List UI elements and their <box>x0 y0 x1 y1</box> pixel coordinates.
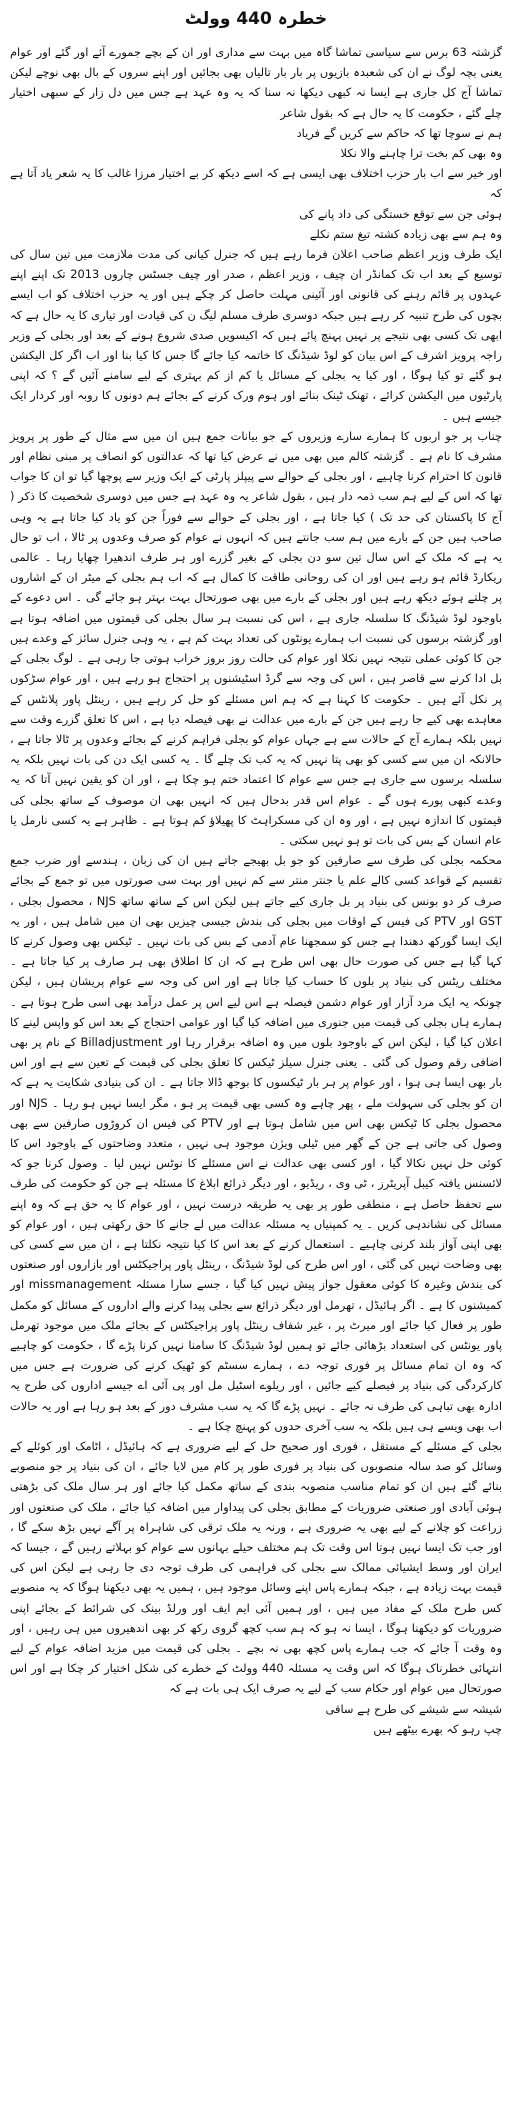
paragraph-5: محکمہ بجلی کی طرف سے صارفین کو جو بل بھیجے جاتے ہیں ان کی زبان ، ہندسے اور ضرب جمع تقسیم کے قواعد کسی کالے علم یا جنتر منتر سے کم نہیں اور بہت سی صورتوں میں تو جمع کے بجائے صرف کر دو بونس کی بنیاد پر بل جاری کیے جاتے ہیں لیکن اس کے ساتھ ساتھ NJS ، محصول بجلی ، GST اور PTV کی فیس کے اوقات میں بجلی کی بندش جیسی چیزیں بھی ان میں شامل ہیں ، اور یہ ایک ایسا گورکھ دھندا ہے جس کو سمجھنا عام آدمی کے بس کی بات نہیں ۔ ٹیکس بھی وصول کرنے کا کہا گیا ہے جس کی صورت حال بھی اس طرح ہے کہ ان کا اطلاق بھی ہر صارف پر کیا جاتا ہے ۔ مختلف ریٹس کی بنیاد پر بلوں کا حساب کیا جاتا ہے اور اس کی وجہ سے عوام پریشان ہیں ، لیکن چونکہ یہ ایک مرد آزار اور عوام دشمن فیصلہ ہے اس لیے اس پر عمل درآمد بھی اسی طرح ہوتا ہے ۔ ہمارے ہاں بجلی کی قیمت میں جنوری میں اضافہ کیا گیا اور عوامی احتجاج کے بعد اس کو واپس لینے کا اعلان کیا گیا ، لیکن اس کے باوجود بلوں میں وہ اضافہ برقرار رہا اور Billadjustment کے نام پر بھی اضافی رقم وصول کی گئی ۔ یعنی جنرل سیلز ٹیکس کا تعلق بجلی کی قیمت کے تعین سے ہے اور اس بار بھی ایسا ہی ہوا ، اور عوام پر ہر بار ٹیکسوں کا بوجھ ڈالا جاتا ہے ۔ ان کی بنیادی شکایت یہ ہے کہ ان کو بجلی کی سہولت ملے ، پھر چاہے وہ کسی بھی قیمت پر ہو ، مگر ایسا نہیں ہو رہا ۔ NJS اور محصول بجلی کا ٹیکس بھی اس میں شامل ہوتا ہے اور PTV کی فیس ان کروڑوں صارفین سے بھی وصول کی جاتی ہے جن کے گھر میں ٹیلی ویژن موجود ہی نہیں ، متعدد وضاحتوں کے باوجود اس کا کوئی حل نہیں نکالا گیا ، اور کسی بھی عدالت نے اس مسئلے کا نوٹس نہیں لیا ۔ وصول کرنا جو کہ لائسنس یافتہ کیبل آپریٹرز ، ٹی وی ، ریڈیو ، اور دیگر ذرائع ابلاغ کا مسئلہ ہے جن کو حکومت کی طرف سے تحفظ حاصل ہے ، منطقی طور پر بھی یہ طریقہ درست نہیں ، اور عوام کا یہ حق ہے کہ وہ اپنے مسائل کی نشاندہی کریں ۔ یہ کمپنیاں یہ مسئلہ عدالت میں لے جانے کا حق رکھتی ہیں ، اور عوام کو بھی اپنی آواز بلند کرنی چاہیے ۔ استعمال کرنے کے بعد اس کا کیا نتیجہ نکلتا ہے ، ان میں سے کسی کی بھی وضاحت نہیں کی گئی ، اور اس طرح کی لوڈ شیڈنگ ، رینٹل پاور پراجیکٹس اور بازاروں اور صنعتوں کی بندش وغیرہ کا کوئی معقول جواز پیش نہیں کیا گیا ، جسے سارا مسئلہ missmanagement اور کمیشنوں کا ہے ۔ اگر ہائیڈل ، تھرمل اور دیگر ذرائع سے بجلی پیدا کرنے والے اداروں کے مسائل کو مکمل طور پر فعال کیا جائے اور میرٹ پر ، غیر شفاف رینٹل پاور پراجیکٹس کے بجائے ملک میں موجود تھرمل پاور یونٹس کی استعداد بڑھائی جائے تو ہمیں لوڈ شیڈنگ کا سامنا نہیں کرنا پڑے گا ، حکومت کو چاہیے کہ وہ ان تمام مسائل پر فوری توجہ دے ، ہمارے سسٹم کو ٹھیک کرنے کی ضرورت ہے جس میں کارکردگی کی بنیاد پر فیصلے کیے جائیں ، اور ریلوے اسٹیل مل اور پی آئی اے جیسے اداروں کی طرح یہ ادارہ بھی تباہی کی طرف نہ جائے ۔ نہیں پڑے گا کہ یہ سب مشرف دور کے بعد ہو رہا ہے اور یہ حالات اب بھی ویسے ہی ہیں بلکہ یہ سب آخری حدوں کو پہنچ چکا ہے ۔ <box>10 853 502 1433</box>
article-title: خطرہ 440 وولٹ <box>184 9 328 29</box>
paragraph-2: اور خیر سے اب بار حزب اختلاف بھی ایسی ہے کہ اسے دیکھ کر بے اختیار مرزا غالب کا یہ شعر یاد آتا ہے کہ <box>10 166 502 201</box>
verse-3-line-2: چپ رہو کہ بھرے بیٹھے ہیں <box>373 1721 502 1736</box>
verse-3-line-1: شیشہ سے شیشے کی طرح ہے ساقی <box>325 1701 502 1716</box>
verse-2-line-1: ہوئی جن سے توقع خستگی کی داد پانے کی <box>299 206 502 221</box>
verse-1-line-1: ہم نے سوچا تھا کہ حاکم سے کریں گے فریاد <box>296 125 502 140</box>
verse-1-line-2: وہ بھی کم بخت ترا چاہنے والا نکلا <box>340 146 502 161</box>
paragraph-1: گزشتہ 63 برس سے سیاسی تماشا گاہ میں بہت سے مداری اور ان کے بچے جمورے آئے اور گئے اور عوام یعنی بچہ لوگ نے ان کی شعبدہ بازیوں پر بار بار تالیاں بھی بجائیں اور اپنے سروں کے بال بھی نوچے لیکن تماشا آج کل جاری ہے ایسا نہ کبھی دیکھا نہ سنا کہ یہ وہ عہد ہے جس میں دل زار کے سبھی اختیار چلے گئے ، حکومت کا یہ حال ہے کہ بقول شاعر <box>10 45 502 120</box>
paragraph-4: چناب پر جو اربوں کا ہمارے سارے وزیروں کے جو بیانات جمع ہیں ان میں سے مثال کے طور پر پرویز مشرف کا نام ہے ۔ گزشتہ کالم میں بھی میں نے عرض کیا تھا کہ عدالتوں کو انصاف پر مبنی نظام اور قانون کا احترام کرنا چاہیے ، اور بجلی کے حوالے سے پیپلز پارٹی کے ایک وزیر سے پوچھا گیا تو ان کا جواب تھا کہ اس کے لیے ہم سب ذمہ دار ہیں ، بقول شاعر یہ وہ عہد ہے جس میں دوسری شخصیت کا ذکر ( آج کا پاکستان کی حد تک ) کیا جاتا ہے ، اور بجلی کے حوالے سے فوراً جن کو یاد کیا جاتا ہے یہ وہی صاحب ہیں جن کے بارے میں ہم سب جانتے ہیں کہ انہوں نے عوام کو صرف وعدوں پر ٹالا ، اب تو حال یہ ہے کہ ملک کے اس سال تین سو دن بجلی کے بغیر گزرے اور ہر طرف اندھیرا چھایا رہا ۔ عالمی ریکارڈ قائم ہو رہے ہیں اور ان کی روحانی طاقت کا کمال ہے کہ اب ہم بجلی کے میٹر ان کے اشاروں پر چلتے ہوئے دیکھ رہے ہیں اور بجلی کے بارے میں بھی صورتحال بہت بہتر ہو جائے گی ۔ اس دعوے کے باوجود لوڈ شیڈنگ کا سلسلہ جاری ہے ، اس کی نسبت ہر سال بجلی کی قیمتوں میں اضافہ ہوتا ہے اور گزشتہ برسوں کی نسبت اب ہمارے یونٹوں کی تعداد بہت کم ہے ، یہ وہی جنرل سائز کے وعدے ہیں جن کا کوئی عملی نتیجہ نہیں نکلا اور عوام کی حالت روز بروز خراب ہوتی جا رہی ہے ۔ لوگ بجلی کے بل ادا کرنے سے قاصر ہیں ، اس کی وجہ سے گرڈ اسٹیشنوں پر احتجاج ہو رہے ہیں ، اور عوام سڑکوں پر نکل آئے ہیں ۔ حکومت کا کہنا ہے کہ ہم اس مسئلے کو حل کر رہے ہیں ، رینٹل پاور پلانٹس کے معاہدے بھی کیے جا رہے ہیں جن کے بارے میں عدالت نے بھی فیصلہ دیا ہے ، اس کا تعلق گزرے وقت سے نہیں بلکہ ہمارے آج کے حالات سے ہے جہاں عوام کو بجلی فراہم کرنے کے بجائے وعدوں پر ٹالا جاتا ہے ، حالانکہ ان میں سے کسی کو بھی پتا نہیں کہ یہ کب تک چلے گا ۔ یہ کسی ایک دن کی بات نہیں بلکہ یہ سلسلہ برسوں سے جاری ہے جس سے عوام کا اعتماد ختم ہو چکا ہے ، اور ان کو یقین نہیں آتا کہ یہ وعدے کبھی پورے ہوں گے ۔ عوام اس قدر بدحال ہیں کہ انہیں بھی ان موصوف کے ساتھ بجلی کی قیمتوں کا اندازہ نہیں ہے ، اور وہ ان کی مسکراہٹ کا پھیلاؤ کم ہوتا ہے ۔ ظاہر ہے یہ کسی نارمل یا عام انسان کے بس کی بات تو ہو نہیں سکتی ۔ <box>10 428 502 847</box>
paragraph-3: ایک طرف وزیر اعظم صاحب اعلان فرما رہے ہیں کہ جنرل کیانی کی مدت ملازمت میں تین سال کی توسیع کے بعد اب تک کمانڈر ان چیف ، وزیر اعظم ، صدر اور چیف جسٹس چاروں 2013 تک اپنے اپنے عہدوں پر قائم رہنے کی قانونی اور آئینی مہلت حاصل کر چکے ہیں اور یہ حزب اختلاف کو اب ایسے بچوں کی طرح تنبیہ کر رہے ہیں جبکہ دوسری طرف مسلم لیگ ن کی قیادت اور تیاری کا یہ حال ہے کہ ابھی تک کسی بھی نتیجے پر نہیں پہنچ پائے ہیں کہ اکیسویں صدی شروع ہونے کے بعد اور بجلی کے وزیر راجہ پرویز اشرف کے اس بیان کو لوڈ شیڈنگ کا خاتمہ کیا جائے گا جس کا کیا بنا اور اب اگر کل الیکشن ہو گئے تو کیا ہوگا ، اور کیا یہ بجلی کے مسائل یا کم از کم بہتری کے لیے سامنے آئیں گے ؟ کہ اپنی پارٹیوں میں الیکشن کرائے ، تھنک ٹینک بنائے اور ہوم ورک کرنے کے بجائے ہم دونوں کا روبہ اور کردار ایک جیسے ہیں ۔ <box>10 247 502 423</box>
paragraph-6: بجلی کے مسئلے کے مستقل ، فوری اور صحیح حل کے لیے ضروری ہے کہ ہائیڈل ، اٹامک اور کوئلے کے وسائل کو صد سالہ منصوبوں کی بنیاد پر فوری طور پر کام میں لایا جائے ، ان کی بنیاد پر جو منصوبے بنائے گئے ہیں ان کو تمام مناسب منصوبہ بندی کے ساتھ مکمل کیا جائے اور ہر سال ملک کی بڑھتی ہوئی آبادی اور صنعتی ضروریات کے مطابق بجلی کی پیداوار میں اضافہ کیا جائے ، ملک کی صنعتوں اور زراعت کو چلانے کے لیے بھی یہ ضروری ہے ، ورنہ یہ ملک ترقی کی شاہراہ پر آگے نہیں بڑھ سکے گا ، اور جب تک ایسا نہیں ہوتا اس وقت تک ہم مختلف حیلے بہانوں سے عوام کو بہلاتے رہیں گے ، جیسا کہ ایران اور وسط ایشیائی ممالک سے بجلی کی فراہمی کی طرف توجہ دی جا رہی ہے لیکن اس کی قیمت بہت زیادہ ہے ، جبکہ ہمارے پاس اپنے وسائل موجود ہیں ، ہمیں یہ بھی دیکھنا ہوگا کہ یہ منصوبے کس طرح ملک کے مفاد میں ہیں ، اور ہمیں آئی ایم ایف اور ورلڈ بینک کی شرائط کے بجائے اپنی ضروریات کو دیکھنا ہوگا ، ایسا نہ ہو کہ ہم سب کچھ گروی رکھ کر بھی اندھیروں میں ہی رہیں ، اور وہ وقت آ جائے کہ جب ہمارے پاس کچھ بھی نہ بچے ۔ بجلی کی قیمت میں مزید اضافہ عوام کے لیے انتہائی خطرناک ہوگا کہ اس وقت یہ مسئلہ 440 وولٹ کے خطرے کی شکل اختیار کر چکا ہے اور اس صورتحال میں عوام اور حکام سب کے لیے یہ صرف ایک ہی بات ہے کہ <box>10 1439 503 1696</box>
verse-2-line-2: وہ ہم سے بھی زیادہ کشتہ تیغ ستم نکلے <box>309 226 502 241</box>
